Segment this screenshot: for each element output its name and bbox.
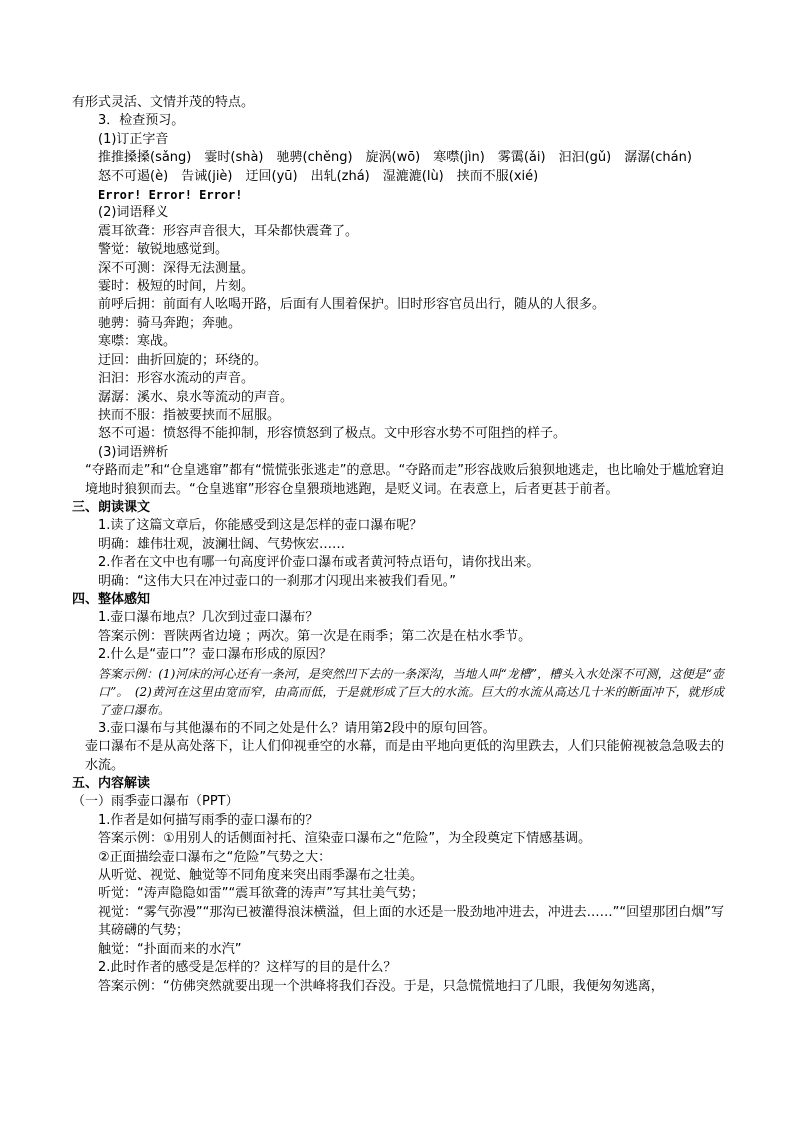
- text-line: 2.什么是“壶口”？壶口瀑布形成的原因？: [98, 647, 332, 663]
- text-line: 深不可测：深得无法测量。: [98, 260, 255, 276]
- text-line: （一）雨季壶口瀑布（PPT）: [72, 794, 239, 810]
- text-line: 壶口瀑布不是从高处落下，让人们仰视垂空的水幕，而是由平地向更低的沟里跌去，人们只能俯视被急急吸去的水流。: [85, 739, 724, 773]
- text-line: 前呼后拥：前面有人吆喝开路，后面有人围着保护。旧时形容官员出行，随从的人很多。: [98, 297, 606, 313]
- text-line: 触觉：“扑面而来的水汽”: [98, 941, 242, 957]
- text-line: Error! Error! Error!: [98, 188, 243, 203]
- text-line: 怒不可遏：愤怒得不能抑制，形容愤怒到了极点。文中形容水势不可阻挡的样子。: [98, 426, 567, 442]
- text-line: 震耳欲聋：形容声音很大，耳朵都快震聋了。: [98, 223, 359, 239]
- text-line: 明确：“这伟大只在冲过壶口的一刹那才闪现出来被我们看见。”: [98, 573, 456, 589]
- text-line: 怒不可遏(è) 告诫(jiè) 迂回(yū) 出轧(zhá) 湿漉漉(lù) 挟而不服(xié): [98, 168, 539, 184]
- text-line: 2.作者在文中也有哪一句高度评价壶口瀑布或者黄河特点语句，请你找出来。: [98, 555, 540, 571]
- text-line: “夺路而走”和“仓皇逃窜”都有“慌慌张张逃走”的意思。“夺路而走”形容战败后狼狈地逃走，也比喻处于尴尬窘迫境地时狼狈而去。“仓皇逃窜”形容仓皇猥琐地逃跑，是贬义词。在表意上，后者更甚于前者。: [85, 463, 724, 497]
- text-line: 听觉：“涛声隐隐如雷”“震耳欲聋的涛声”写其壮美气势；: [98, 886, 424, 902]
- text-line: 1.作者是如何描写雨季的壶口瀑布的？: [98, 812, 319, 828]
- text-line: 1.读了这篇文章后，你能感受到这是怎样的壶口瀑布呢？: [98, 518, 423, 534]
- text-line: 3．检查预习。: [98, 113, 185, 129]
- text-line: 2.此时作者的感受是怎样的？这样写的目的是什么？: [98, 960, 397, 976]
- text-line: 四、整体感知: [72, 591, 151, 607]
- text-line: 挟而不服：指被要挟而不屈服。: [98, 407, 281, 423]
- text-line: 推推搡搡(sǎng) 霎时(shà) 驰骋(chěng) 旋涡(wō) 寒噤(jìn) 雾霭(ǎi) 汩汩(gǔ) 潺潺(chán): [98, 150, 692, 166]
- text-line: 3.壶口瀑布与其他瀑布的不同之处是什么？请用第2段中的原句回答。: [98, 720, 496, 736]
- text-line: ②正面描绘壶口瀑布之“危险”气势之大：: [98, 849, 332, 865]
- text-line: 五、内容解读: [72, 776, 151, 792]
- text-line: 1.壶口瀑布地点？几次到过壶口瀑布？: [98, 610, 319, 626]
- text-line: 答案示例：晋陕两省边境 ；两次。第一次是在雨季；第二次是在枯水季节。: [98, 628, 532, 644]
- text-line: (2)词语释义: [98, 205, 169, 221]
- text-line: 寒噤：寒战。: [98, 334, 177, 350]
- text-line: 有形式灵活、文情并茂的特点。: [72, 95, 255, 110]
- text-line: 答案示例：“仿佛突然就要出现一个洪峰将我们吞没。于是，只急慌慌地扫了几眼，我便匆匆逃离，: [98, 978, 664, 994]
- document-page: [72, 94, 724, 996]
- text-line: 汩汩：形容水流动的声音。: [98, 371, 255, 387]
- text-line: 视觉：“雾气弥漫”“那沟已被灌得浪沫横溢，但上面的水还是一股劲地冲进去，冲进去……”“回望那团白烟”写其磅礴的气势；: [98, 904, 724, 939]
- text-line: 明确：雄伟壮观，波澜壮阔、气势恢宏……: [98, 536, 346, 552]
- text-line: 驰骋：骑马奔跑；奔驰。: [98, 315, 242, 331]
- text-line: 从听觉、视觉、触觉等不同角度来突出雨季瀑布之壮美。: [98, 868, 424, 884]
- text-line: 答案示例：(1)河床的河心还有一条河，是突然凹下去的一条深沟，当地人叫“龙槽”，槽头入水处深不可测，这便是“壶口”。 (2)黄河在这里由宽而窄，由高而低，于是就形成了巨大的水流。巨大的水流从高达几十米的断面冲下，就形成了壶口瀑布。: [98, 666, 724, 718]
- text-line: 三、朗读课文: [72, 499, 151, 515]
- text-line: 警觉：敏锐地感觉到。: [98, 242, 229, 258]
- text-line: 霎时：极短的时间，片刻。: [98, 279, 255, 295]
- text-line: 潺潺：溪水、泉水等流动的声音。: [98, 389, 294, 405]
- text-line: 答案示例：①用别人的话侧面衬托、渲染壶口瀑布之“危险”，为全段奠定下情感基调。: [98, 831, 592, 847]
- text-line: (1)订正字音: [98, 131, 169, 147]
- text-line: 迂回：曲折回旋的；环绕的。: [98, 352, 268, 368]
- text-line: (3)词语辨析: [98, 444, 169, 460]
